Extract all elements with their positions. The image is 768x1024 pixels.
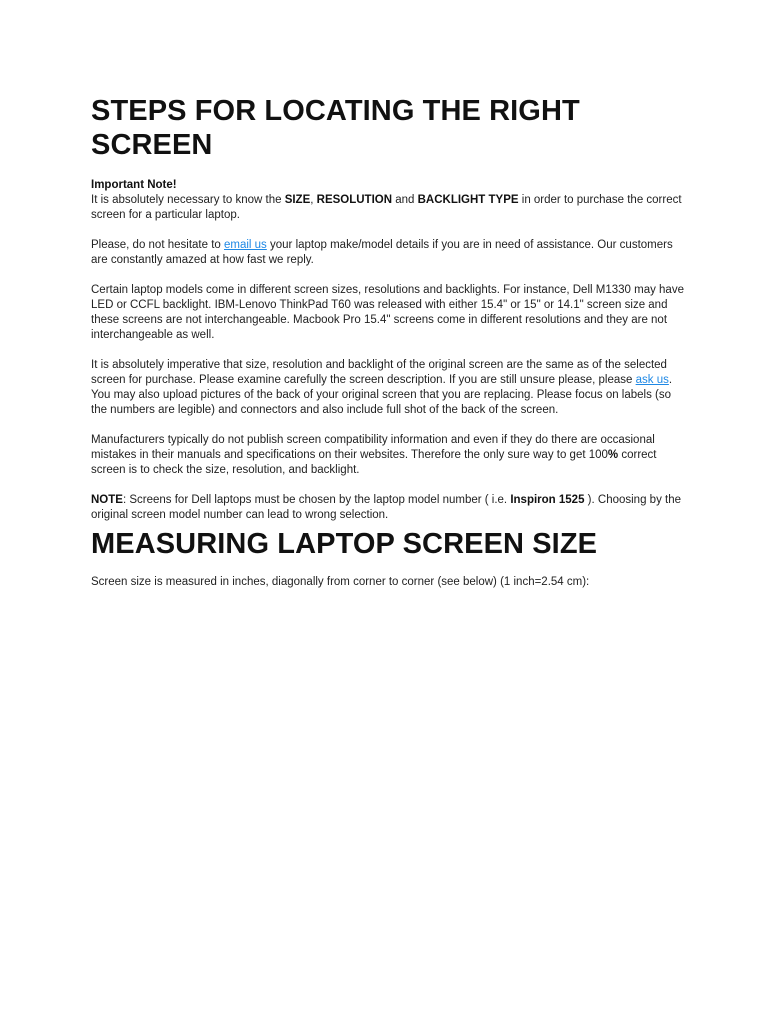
important-note-paragraph bbox=[91, 178, 687, 223]
dell-note-paragraph bbox=[91, 493, 687, 523]
important-note-text-start: It is absolutely necessary to know the bbox=[91, 194, 285, 206]
inspiron-model: Inspiron 1525 bbox=[510, 494, 585, 506]
note-text-end: ). Choosing by the original screen model number can lead to wrong selection. bbox=[91, 494, 681, 521]
note-text-start: : Screens for Dell laptops must be chosen by the laptop model number ( i.e. bbox=[122, 494, 511, 506]
contact-text-start: Please, do not hesitate to bbox=[91, 239, 224, 251]
measure-paragraph: Screen size is measured in inches, diagonally from corner to corner (see below) (1 inch=2.54 cm): bbox=[91, 576, 590, 588]
separator: and bbox=[392, 194, 418, 206]
page-title: STEPS FOR LOCATING THE RIGHT SCREEN bbox=[91, 95, 580, 161]
manufacturers-text-end: correct screen is to check the size, resolution, and backlight. bbox=[91, 449, 657, 476]
imperative-text-start: It is absolutely imperative that size, resolution and backlight of the original screen are the same as of the selected screen for purchase. Please examine carefully the screen description. If you are still unsure please, please bbox=[91, 359, 667, 386]
document-page bbox=[91, 94, 687, 605]
percent-sign: % bbox=[607, 449, 619, 461]
backlight-term: BACKLIGHT TYPE bbox=[417, 194, 519, 206]
important-note-label: Important Note! bbox=[91, 179, 177, 191]
manufacturers-paragraph bbox=[91, 433, 687, 478]
resolution-term: RESOLUTION bbox=[316, 194, 393, 206]
contact-text-end: your laptop make/model details if you are in need of assistance. Our customers are constantly amazed at how fast we reply. bbox=[91, 239, 673, 266]
ask-us-link[interactable]: ask us bbox=[635, 374, 669, 386]
note-label: NOTE bbox=[91, 494, 123, 506]
manufacturers-text-start: Manufacturers typically do not publish screen compatibility information and even if they do there are occasional mistakes in their manuals and specifications on their websites. Therefore the only sure way to get 100 bbox=[91, 434, 655, 461]
imperative-paragraph bbox=[91, 358, 687, 418]
imperative-text-end: . You may also upload pictures of the back of your original screen that you are replacing. Please focus on labels (so the numbers are legible) and connectors and also include full shot of the back of the screen. bbox=[91, 374, 673, 416]
email-us-link[interactable]: email us bbox=[223, 239, 267, 251]
separator: , bbox=[310, 194, 317, 206]
section-heading-measuring: MEASURING LAPTOP SCREEN SIZE bbox=[91, 528, 598, 560]
models-paragraph: Certain laptop models come in different screen sizes, resolutions and backlights. For instance, Dell M1330 may have LED or CCFL backlight. IBM-Lenovo ThinkPad T60 was released with either 15.4" or 15" or 14.1" screen size and these screens are not interchangeable. Macbook Pro 15.4" screens come in different resolutions and they are not interchangeable as well. bbox=[91, 284, 684, 341]
size-term: SIZE bbox=[284, 194, 311, 206]
contact-paragraph bbox=[91, 238, 687, 268]
important-note-text-end: in order to purchase the correct screen for a particular laptop. bbox=[91, 194, 682, 221]
